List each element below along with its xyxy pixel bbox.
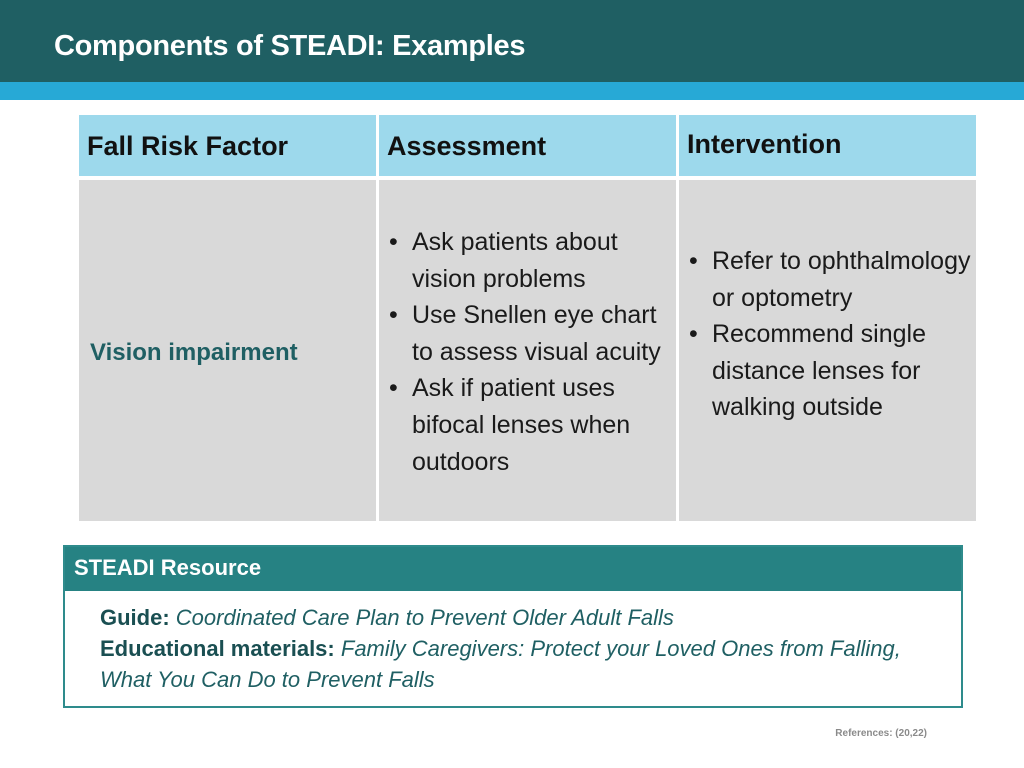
header-label: Intervention: [687, 129, 842, 159]
intervention-list: [688, 243, 974, 426]
slide-title: Components of STEADI: Examples: [54, 30, 526, 62]
header-label: Assessment: [387, 131, 547, 161]
cell-assessment: [379, 180, 676, 521]
list-item: • Refer to ophthalmology or optometry: [688, 243, 974, 316]
resource-title: STEADI Resource: [74, 555, 262, 580]
header-fall-risk-factor: [79, 115, 376, 176]
list-item: • Use Snellen eye chart to assess visual acuity: [388, 297, 674, 370]
cell-risk-factor: [79, 180, 376, 521]
resource-guide-line: [100, 602, 950, 633]
cell-intervention: [679, 180, 976, 521]
resource-edu-line: [100, 633, 950, 695]
title-bar: [0, 0, 1024, 82]
edu-label: Educational materials:: [100, 636, 335, 661]
steadi-table: [79, 115, 976, 521]
list-item: • Ask patients about vision problems: [388, 224, 674, 297]
guide-text: Coordinated Care Plan to Prevent Older Adult Falls: [175, 605, 674, 630]
accent-bar: [0, 82, 1024, 100]
header-intervention: [679, 115, 976, 176]
resource-body: [100, 602, 950, 695]
resource-header: [65, 547, 961, 591]
resource-box: [63, 545, 963, 708]
references: References: (20,22): [835, 728, 927, 739]
edu-text: Family Caregivers: Protect your Loved Ones from Falling, What You Can Do to Prevent Falls: [100, 636, 901, 692]
list-item: • Ask if patient uses bifocal lenses when outdoors: [388, 370, 674, 480]
list-item: • Recommend single distance lenses for walking outside: [688, 316, 974, 426]
guide-label: Guide:: [100, 605, 170, 630]
assessment-list: [388, 224, 674, 480]
header-assessment: [379, 115, 676, 176]
header-label: Fall Risk Factor: [87, 131, 289, 161]
risk-factor-label: Vision impairment: [90, 339, 298, 366]
